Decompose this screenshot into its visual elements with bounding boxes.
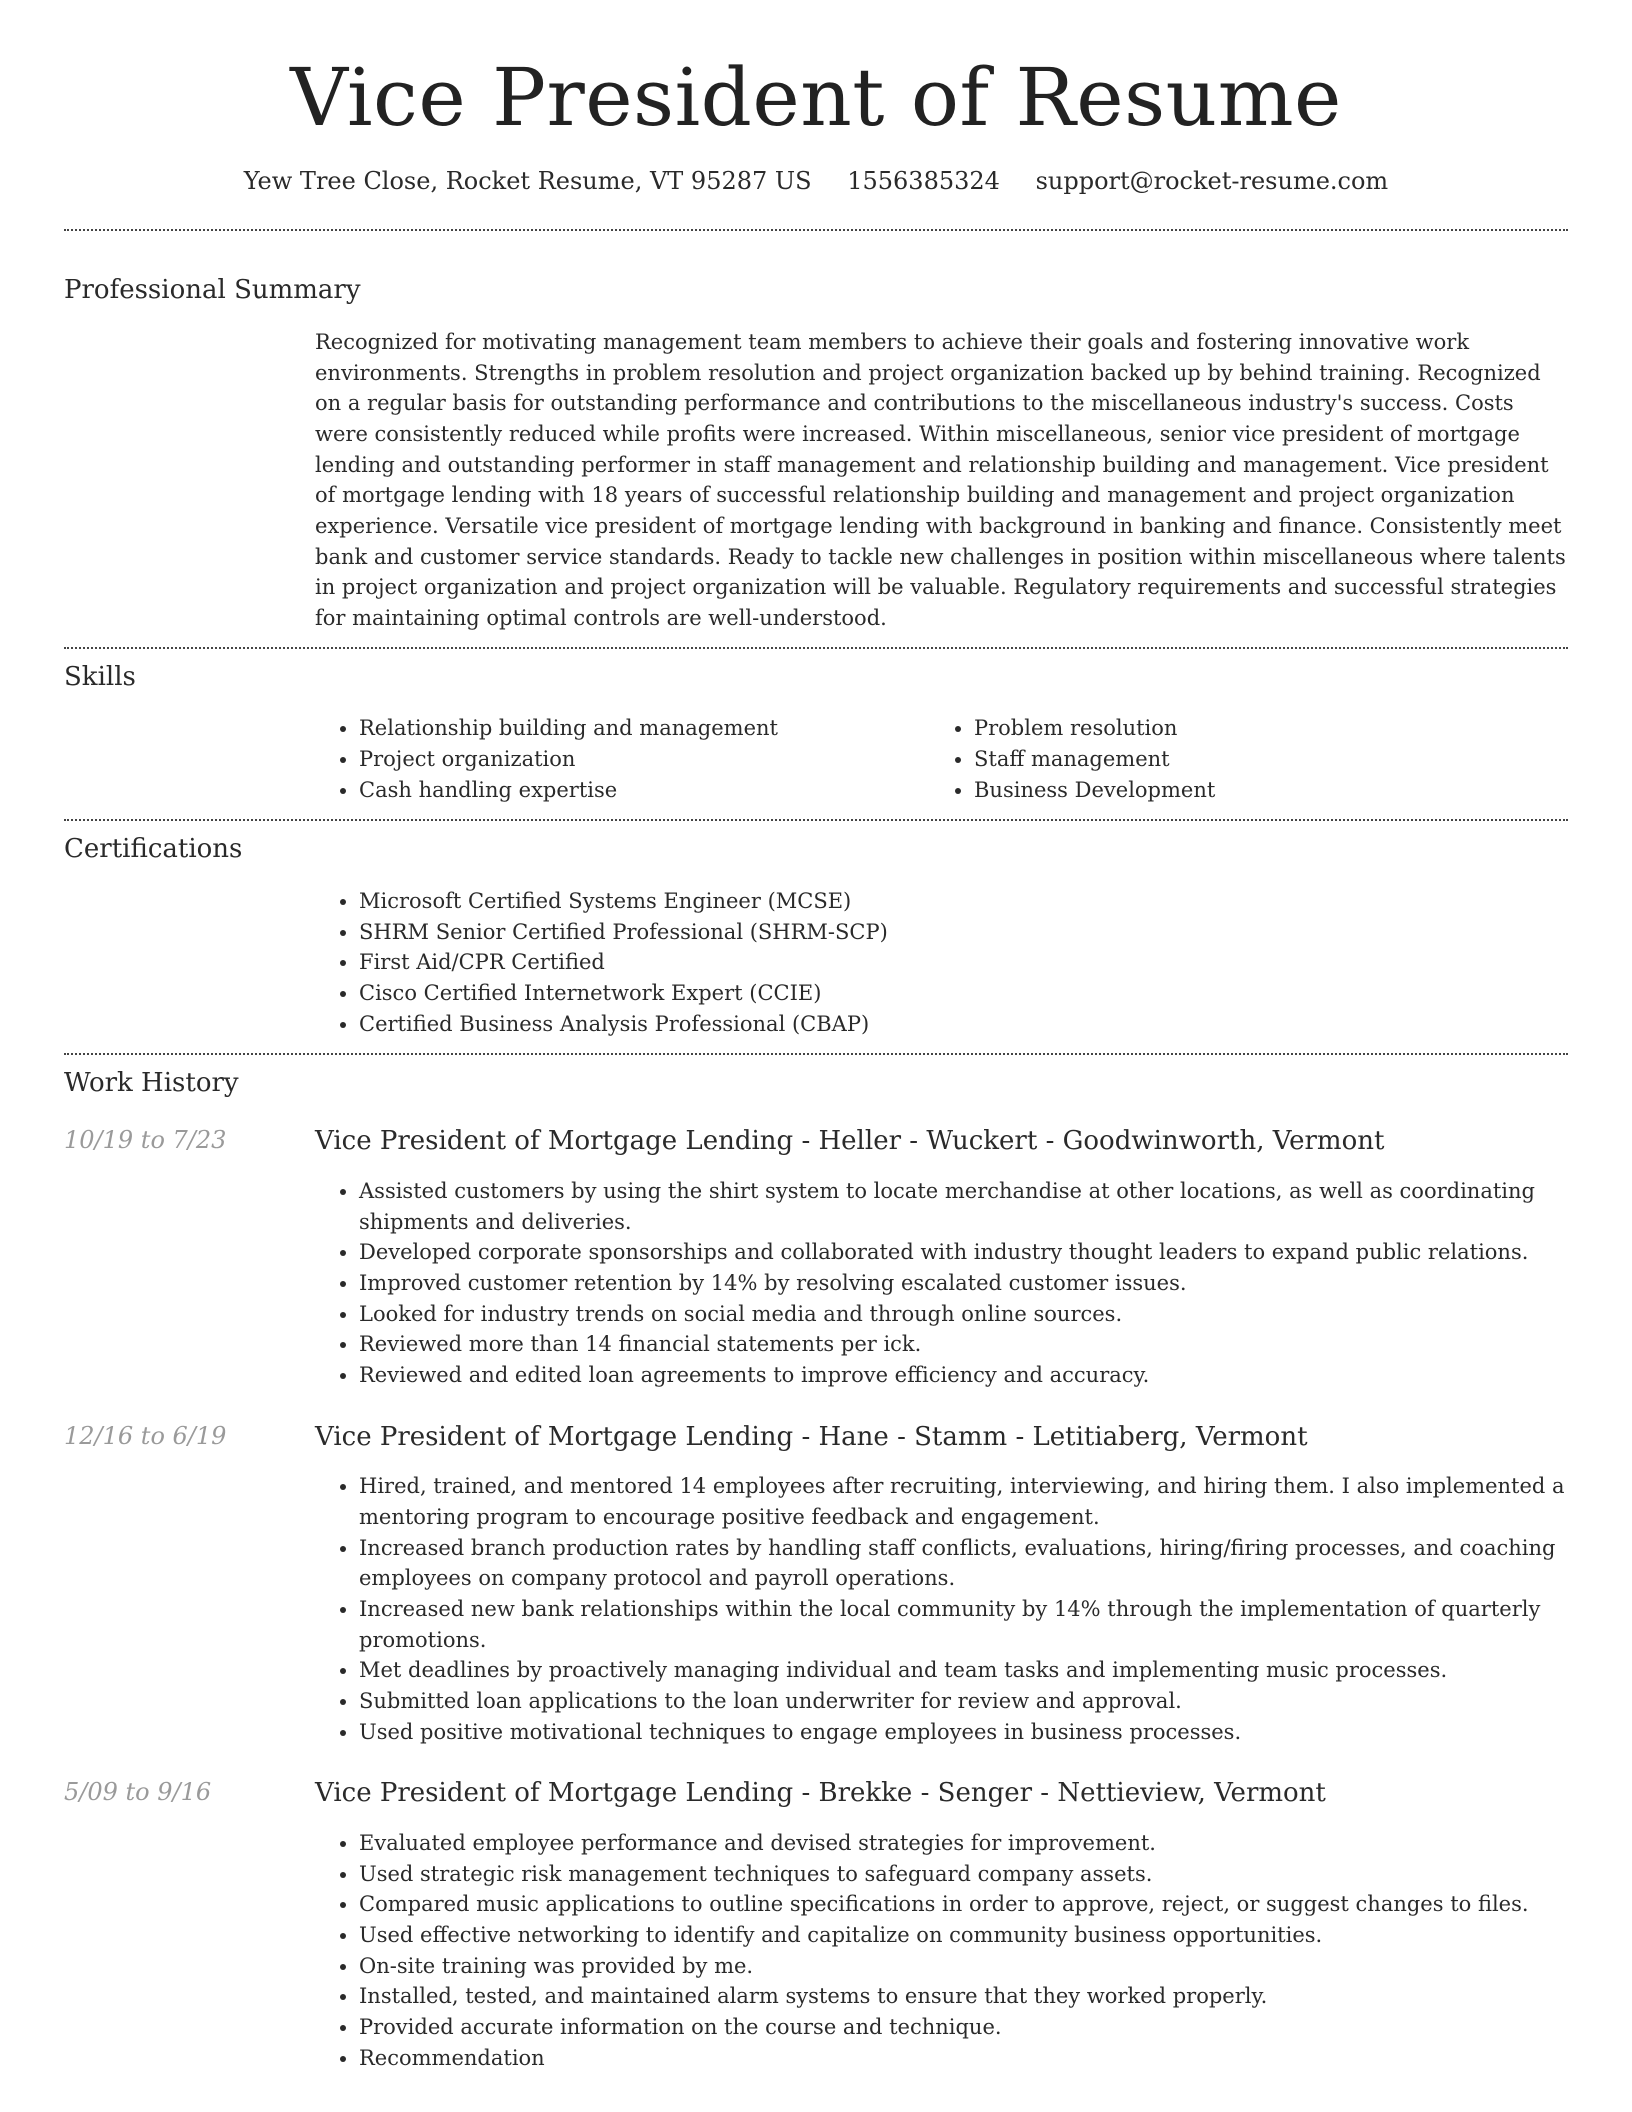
certifications-heading: Certifications [64, 834, 243, 865]
job-duty: • Provided accurate information on the course and technique. [359, 2012, 1568, 2043]
job-duty: • Compared music applications to outline specifications in order to approve, reject, or suggest changes to files. [359, 1889, 1568, 1920]
job-dates: 5/09 to 9/16 [64, 1778, 212, 1807]
job-duty: • Installed, tested, and maintained alarm systems to ensure that they worked properly. [359, 1981, 1568, 2012]
resume-page [64, 0, 1568, 2073]
section-divider [64, 229, 1568, 231]
skill-item: • Business Development [974, 775, 1545, 806]
job-duty: • Assisted customers by using the shirt system to locate merchandise at other locations, as well as coordinating shipments and deliveries. [359, 1176, 1568, 1237]
job-duty: • Developed corporate sponsorships and collaborated with industry thought leaders to expand public relations. [359, 1237, 1568, 1268]
contact-address: Yew Tree Close, Rocket Resume, VT 95287 US [243, 167, 812, 195]
skills-heading: Skills [64, 661, 136, 692]
skills-column-left [315, 713, 930, 805]
skill-item: • Project organization [359, 744, 930, 775]
job-dates: 12/16 to 6/19 [64, 1421, 227, 1450]
job-duty: • Submitted loan applications to the loan underwriter for review and approval. [359, 1686, 1568, 1717]
section-divider [64, 647, 1568, 649]
job-duty: • Recommendation [359, 2043, 1568, 2074]
contact-email: support@rocket-resume.com [1035, 167, 1389, 195]
job-duty: • Evaluated employee performance and devised strategies for improvement. [359, 1828, 1568, 1859]
work-history-section [64, 1067, 1568, 2073]
skill-item: • Cash handling expertise [359, 775, 930, 806]
skills-column-right [930, 713, 1545, 805]
job-duty: • Met deadlines by proactively managing individual and team tasks and implementing music processes. [359, 1655, 1568, 1686]
skill-item: • Problem resolution [974, 713, 1545, 744]
job-duty: • On-site training was provided by me. [359, 1951, 1568, 1982]
job-duty: • Increased new bank relationships within the local community by 14% through the implementation of quarterly promotions. [359, 1594, 1568, 1655]
job-title: Vice President of Mortgage Lending - Heller - Wuckert - Goodwinworth, Vermont [315, 1126, 1385, 1157]
certification-item: • First Aid/CPR Certified [359, 947, 1568, 978]
job-duty: • Reviewed more than 14 financial statements per ick. [359, 1329, 1568, 1360]
job-duty: • Used positive motivational techniques to engage employees in business processes. [359, 1717, 1568, 1748]
summary-heading: Professional Summary [64, 275, 361, 306]
job-dates: 10/19 to 7/23 [64, 1126, 227, 1155]
job-duties [315, 1828, 1568, 2073]
job-duty: • Looked for industry trends on social media and through online sources. [359, 1299, 1568, 1330]
job-entry [64, 1421, 1568, 1748]
candidate-name: Vice President of Resume [290, 51, 1342, 144]
certification-item: • Certified Business Analysis Professional (CBAP) [359, 1009, 1568, 1040]
job-duty: • Hired, trained, and mentored 14 employees after recruiting, interviewing, and hiring them. I also implemented a mentoring program to encourage positive feedback and engagement. [359, 1471, 1568, 1532]
skill-item: • Relationship building and management [359, 713, 930, 744]
job-duties [315, 1471, 1568, 1747]
summary-text: Recognized for motivating management team members to achieve their goals and fostering innovative work environments. Strengths in problem resolution and project organization backed up by behind training. Recognized on a regular basis for outstanding performance and contributions to the miscellaneous industry's success. Costs were consistently reduced while profits were increased. Within miscellaneous, senior vice president of mortgage lending and outstanding performer in staff management and relationship building and management. Vice president of mortgage lending with 18 years of successful relationship building and management and project organization experience. Versatile vice president of mortgage lending with background in banking and finance. Consistently meet bank and customer service standards. Ready to tackle new challenges in position within miscellaneous where talents in project organization and project organization will be valuable. Regulatory requirements and successful strategies for maintaining optimal controls are well-understood. [315, 329, 1566, 630]
certifications-list [315, 886, 1568, 1039]
certification-item: • SHRM Senior Certified Professional (SHRM-SCP) [359, 917, 1568, 948]
job-duty: • Improved customer retention by 14% by resolving escalated customer issues. [359, 1268, 1568, 1299]
job-duty: • Used effective networking to identify and capitalize on community business opportunities. [359, 1920, 1568, 1951]
resume-header [64, 0, 1568, 197]
certifications-section [64, 833, 1568, 1039]
job-entry [64, 1777, 1568, 2073]
job-duty: • Increased branch production rates by handling staff conflicts, evaluations, hiring/firing processes, and coaching employees on company protocol and payroll operations. [359, 1533, 1568, 1594]
contact-line [64, 166, 1568, 197]
job-duties [315, 1176, 1568, 1391]
certification-item: • Microsoft Certified Systems Engineer (MCSE) [359, 886, 1568, 917]
certification-item: • Cisco Certified Internetwork Expert (CCIE) [359, 978, 1568, 1009]
job-entry [64, 1125, 1568, 1390]
section-divider [64, 1053, 1568, 1055]
job-duty: • Used strategic risk management techniques to safeguard company assets. [359, 1859, 1568, 1890]
summary-section [64, 274, 1568, 633]
skill-item: • Staff management [974, 744, 1545, 775]
contact-phone: 1556385324 [847, 167, 1000, 195]
job-duty: • Reviewed and edited loan agreements to improve efficiency and accuracy. [359, 1360, 1568, 1391]
job-title: Vice President of Mortgage Lending - Brekke - Senger - Nettieview, Vermont [315, 1778, 1326, 1809]
section-divider [64, 819, 1568, 821]
job-title: Vice President of Mortgage Lending - Hane - Stamm - Letitiaberg, Vermont [315, 1421, 1308, 1452]
work-history-heading: Work History [64, 1068, 239, 1099]
skills-list [315, 713, 1568, 805]
skills-section [64, 661, 1568, 806]
